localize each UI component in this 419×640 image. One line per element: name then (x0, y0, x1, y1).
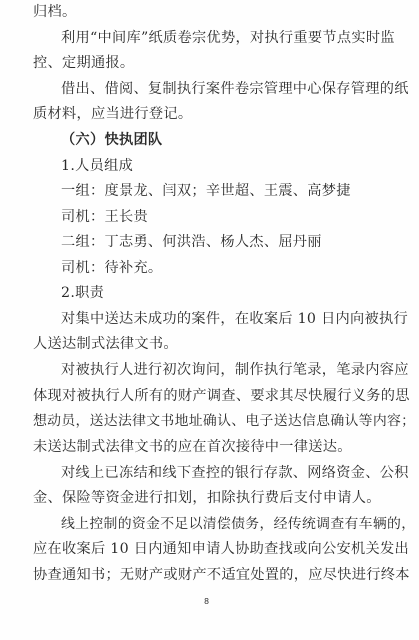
text-line-11: 司机：待补充。 (61, 260, 163, 276)
text-line-8: 一组：度景龙、闫双；辛世超、王震、高梦捷 (61, 183, 351, 199)
text-line-4: 借出、借阅、复制执行案件卷宗管理中心保存管理的纸 (61, 81, 409, 97)
text-line-3: 控、定期通报。 (33, 55, 135, 71)
page-number: 8 (204, 597, 210, 606)
text-line-17: 想动员，送达法律文书地址确认、电子送达信息确认等内容； (33, 413, 416, 429)
text-line-12: 2.职责 (61, 285, 105, 301)
text-line-15: 对被执行人进行初次询问，制作执行笔录，笔录内容应 (61, 362, 409, 378)
text-line-19: 对线上已冻结和线下查控的银行存款、网络资金、公积 (61, 465, 409, 481)
text-line-18: 未送达制式法律文书的应在首次接待中一律送达。 (33, 439, 352, 455)
text-line-20: 金、保险等资金进行扣划，扣除执行费后支付申请人。 (33, 490, 381, 506)
text-line-9: 司机：王长贵 (61, 209, 148, 225)
text-line-1: 归档。 (33, 4, 77, 20)
text-line-21: 线上控制的资金不足以清偿债务，经传统调查有车辆的， (61, 516, 416, 532)
text-line-14: 人送达制式法律文书。 (33, 336, 178, 352)
section-heading: （六）快执团队 (61, 132, 163, 148)
text-line-13: 对集中送达未成功的案件，在收案后 10 日内向被执行 (61, 311, 408, 327)
text-line-16: 体现对被执行人所有的财产调查、要求其尽快履行义务的思 (33, 388, 410, 404)
text-line-5: 质材料，应当进行登记。 (33, 106, 193, 122)
text-line-10: 二组：丁志勇、何洪浩、杨人杰、屈丹丽 (61, 234, 322, 250)
text-line-22: 应在收案后 10 日内通知申请人协助查找或向公安机关发出 (33, 541, 409, 557)
text-line-7: 1.人员组成 (61, 158, 134, 174)
text-line-23: 协查通知书；无财产或财产不适宜处置的，应尽快进行终本 (33, 567, 410, 583)
text-line-2: 利用“中间库”纸质卷宗优势，对执行重要节点实时监 (61, 30, 395, 46)
